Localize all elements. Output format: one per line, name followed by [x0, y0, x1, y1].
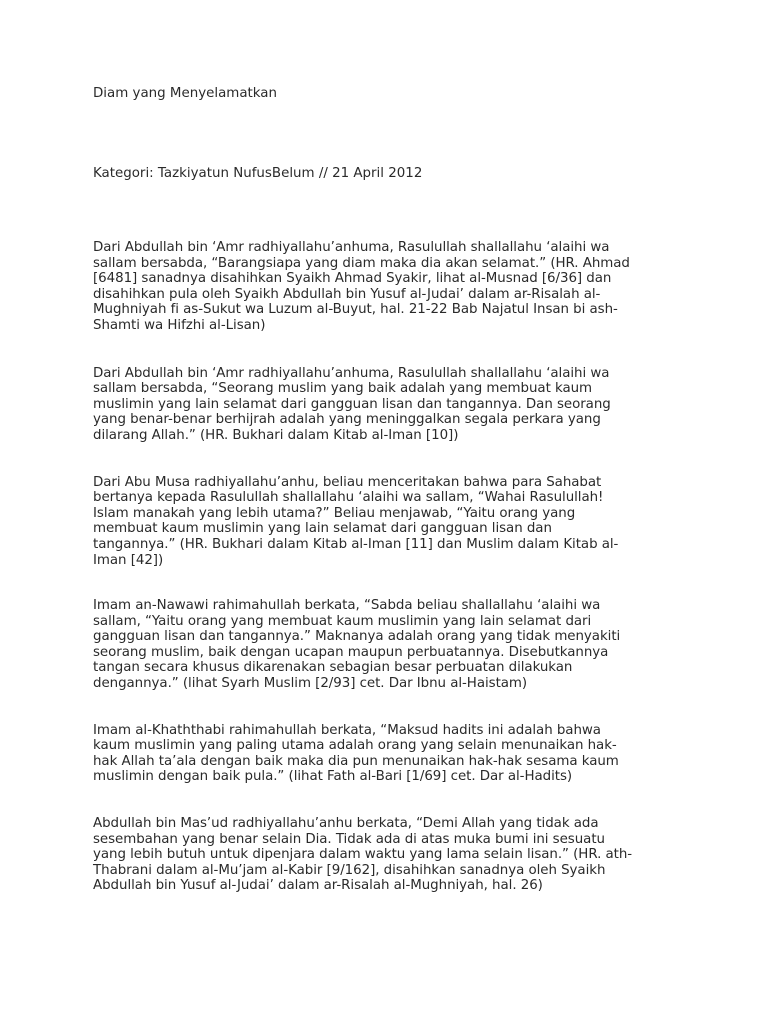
paragraph-line: tangannya.” (HR. Bukhari dalam Kitab al-Iman [11] dan Muslim dalam Kitab al- — [93, 536, 619, 552]
paragraph-line: yang benar-benar berhijrah adalah yang meninggalkan segala perkara yang — [93, 412, 601, 428]
paragraph-line: Mughniyah fi as-Sukut wa Luzum al-Buyut, hal. 21-22 Bab Najatul Insan bi ash- — [93, 302, 618, 318]
paragraph-line: dilarang Allah.” (HR. Bukhari dalam Kitab al-Iman [10]) — [93, 427, 459, 443]
paragraph-line: Imam an-Nawawi rahimahullah berkata, “Sabda beliau shallallahu ‘alaihi wa — [93, 598, 601, 614]
paragraph-line: disahihkan pula oleh Syaikh Abdullah bin Yusuf al-Judai’ dalam ar-Risalah al- — [93, 286, 601, 302]
paragraph-line: kaum muslimin yang paling utama adalah orang yang selain menunaikan hak- — [93, 738, 617, 754]
paragraph-line: yang lebih butuh untuk dipenjara dalam waktu yang lama selain lisan.” (HR. ath- — [93, 847, 633, 863]
document-page — [93, 86, 673, 894]
paragraph-line: Dari Abdullah bin ‘Amr radhiyallahu’anhuma, Rasulullah shallallahu ‘alaihi wa — [93, 365, 610, 381]
paragraph-line: sallam bersabda, “Barangsiapa yang diam maka dia akan selamat.” (HR. Ahmad — [93, 255, 630, 271]
paragraph-line: membuat kaum muslimin yang lain selamat dari gangguan lisan dan — [93, 521, 552, 537]
paragraph-line: Abdullah bin Yusuf al-Judai’ dalam ar-Risalah al-Mughniyah, hal. 26) — [93, 878, 543, 894]
paragraph-line: seorang muslim, baik dengan ucapan maupun perbuatannya. Disebutkannya — [93, 644, 609, 660]
paragraph-line: tangan secara khusus dikarenakan sebagian besar perbuatan dilakukan — [93, 660, 573, 676]
paragraph-5 — [93, 723, 673, 785]
category-date-line: Kategori: Tazkiyatun NufusBelum // 21 April 2012 — [93, 166, 423, 181]
paragraph-6 — [93, 816, 673, 894]
paragraph-line: Imam al-Khaththabi rahimahullah berkata, “Maksud hadits ini adalah bahwa — [93, 722, 601, 738]
paragraph-line: Abdullah bin Mas’ud radhiyallahu’anhu berkata, “Demi Allah yang tidak ada — [93, 816, 599, 832]
paragraph-line: Shamti wa Hifzhi al-Lisan) — [93, 317, 266, 333]
paragraph-line: dengannya.” (lihat Syarh Muslim [2/93] cet. Dar Ibnu al-Haistam) — [93, 676, 528, 692]
paragraph-line: Islam manakah yang lebih utama?” Beliau menjawab, “Yaitu orang yang — [93, 505, 576, 521]
paragraph-line: sallam bersabda, “Seorang muslim yang baik adalah yang membuat kaum — [93, 381, 593, 397]
paragraph-line: [6481] sanadnya disahihkan Syaikh Ahmad Syakir, lihat al-Musnad [6/36] dan — [93, 271, 612, 287]
paragraph-1 — [93, 240, 673, 334]
paragraph-line: Dari Abu Musa radhiyallahu’anhu, beliau menceritakan bahwa para Sahabat — [93, 474, 602, 490]
paragraph-line: Thabrani dalam al-Mu’jam al-Kabir [9/162], disahihkan sanadnya oleh Syaikh — [93, 862, 606, 878]
paragraph-line: hak Allah ta’ala dengan baik maka dia pun menunaikan hak-hak sesama kaum — [93, 753, 619, 769]
paragraph-line: Dari Abdullah bin ‘Amr radhiyallahu’anhuma, Rasulullah shallallahu ‘alaihi wa — [93, 240, 610, 255]
paragraph-4 — [93, 598, 673, 692]
paragraph-line: Iman [42]) — [93, 552, 164, 568]
paragraph-2 — [93, 366, 673, 444]
paragraph-line: gangguan lisan dan tangannya.” Maknanya adalah orang yang tidak menyakiti — [93, 629, 621, 645]
paragraph-line: sallam, “Yaitu orang yang membuat kaum muslimin yang lain selamat dari — [93, 613, 592, 629]
paragraph-3 — [93, 475, 673, 569]
document-title: Diam yang Menyelamatkan — [93, 86, 277, 101]
paragraph-line: sesembahan yang benar selain Dia. Tidak ada di atas muka bumi ini sesuatu — [93, 831, 605, 847]
paragraph-line: muslimin yang lain selamat dari gangguan lisan dan tangannya. Dan seorang — [93, 396, 611, 412]
paragraph-line: muslimin dengan baik pula.” (lihat Fath al-Bari [1/69] cet. Dar al-Hadits) — [93, 769, 573, 785]
paragraph-line: bertanya kepada Rasulullah shallallahu ‘alaihi wa sallam, “Wahai Rasulullah! — [93, 490, 604, 506]
